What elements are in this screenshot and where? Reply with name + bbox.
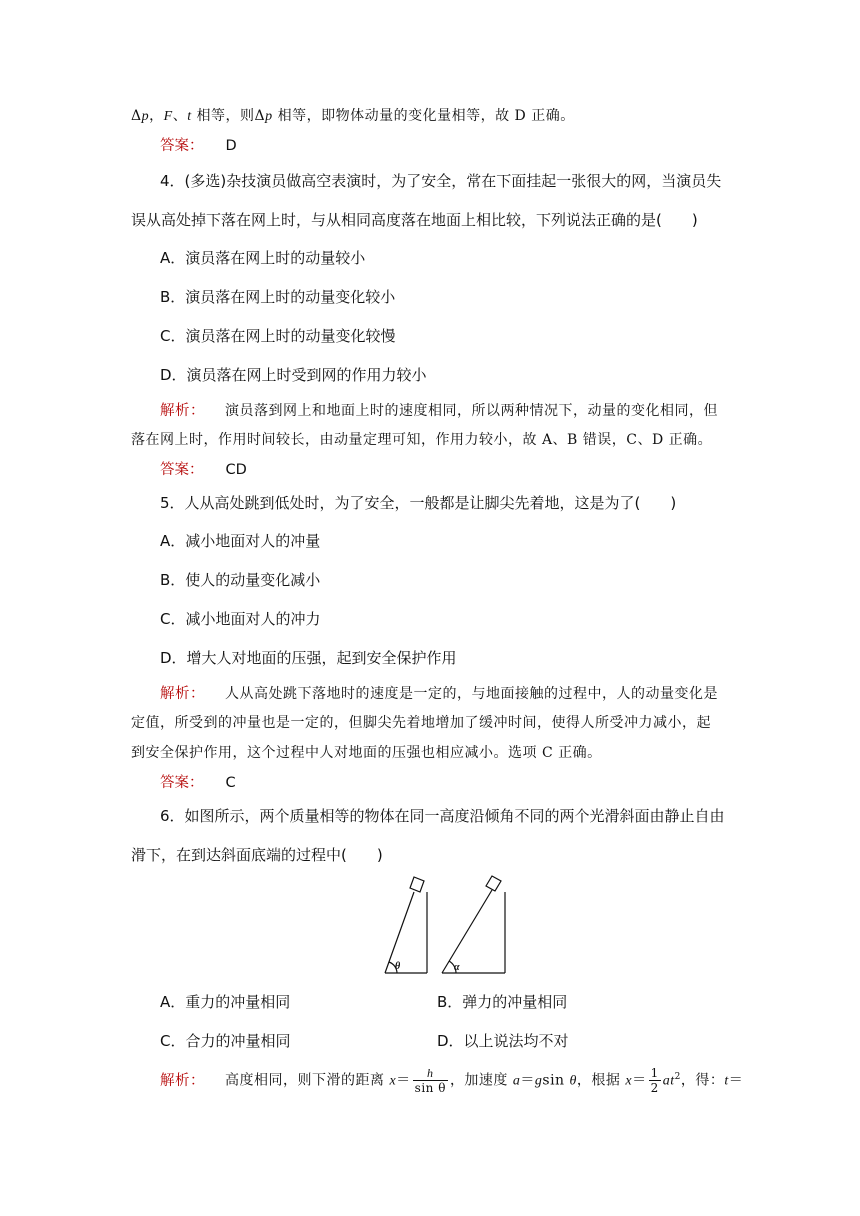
separator: ， [149,108,164,124]
previous-analysis-tail [131,105,575,125]
q6-option-b: B．弹力的冲量相同 [437,993,568,1011]
q5-answer-row [160,771,236,792]
analysis-text: ，根据 [576,1072,626,1089]
answer-label: 答案： [160,138,204,154]
var-x: x [625,1073,633,1089]
analysis-label: 解析： [160,403,205,419]
angle-label-alpha: α [454,962,460,973]
q3-answer-row [160,134,237,155]
q5-analysis-line1 [160,682,718,703]
analysis-text: 高度相同，则下滑的距离 [225,1072,390,1089]
answer-value: D [225,138,237,154]
var-p: p [265,109,273,124]
q6-stem-line1: 6．如图所示，两个质量相等的物体在同一高度沿倾角不同的两个光滑斜面由静止自由 [160,807,725,825]
analysis-label: 解析： [160,686,205,702]
fraction-h-over-sin-theta [413,1066,448,1095]
answer-value: CD [225,462,247,478]
inclined-planes-figure [380,872,510,978]
var-F: F [163,109,173,124]
var-x: x [389,1073,397,1089]
q4-option-b: B．演员落在网上时的动量变化较小 [160,288,396,306]
fraction-denominator: sin θ [414,1081,446,1095]
q6-option-d: D．以上说法均不对 [437,1032,569,1050]
incline-left [385,892,427,973]
analysis-text: 人从高处跳下落地时的速度是一定的，与地面接触的过程中，人的动量变化是 [225,686,718,702]
analysis-label: 解析： [160,1072,205,1089]
fraction-numerator: h [413,1066,448,1081]
q5-analysis-line3: 到安全保护作用，这个过程中人对地面的压强也相应减小。选项 C 正确。 [131,745,602,761]
block-right [486,876,501,891]
var-t: t [187,109,192,124]
delta-symbol: Δ [131,108,142,124]
q6-stem-line2: 滑下，在到达斜面底端的过程中( ) [131,846,383,864]
var-a: a [512,1073,521,1089]
answer-label: 答案： [160,462,204,478]
q5-stem: 5．人从高处跳到低处时，为了安全，一般都是让脚尖先着地，这是为了( ) [160,494,677,512]
q6-analysis-line1 [160,1066,743,1095]
q4-option-d: D．演员落在网上时受到网的作用力较小 [160,366,427,384]
equals-sign: ＝ [396,1072,411,1089]
q4-analysis-line1 [160,399,718,420]
text-segment: 相等，则Δ [191,108,266,124]
q5-option-a: A．减小地面对人的冲量 [160,532,321,550]
q6-option-c: C．合力的冲量相同 [160,1032,291,1050]
q5-option-b: B．使人的动量变化减小 [160,571,321,589]
equals-sign: ＝ [632,1072,647,1089]
sin-text: sin [542,1072,570,1089]
q4-analysis-line2: 落在网上时，作用时间较长，由动量定理可知，作用力较小，故 A、B 错误，C、D 正确。 [131,432,713,448]
q5-option-d: D．增大人对地面的压强，起到安全保护作用 [160,649,457,667]
var-theta: θ [569,1073,577,1089]
exponent: 2 [674,1071,681,1082]
analysis-text: 演员落到网上和地面上时的速度相同，所以两种情况下，动量的变化相同，但 [225,403,718,419]
angle-label-theta: θ [395,961,401,972]
q4-stem-line2: 误从高处掉下落在网上时，与从相同高度落在地面上相比较，下列说法正确的是( ) [131,211,698,229]
q4-answer-row [160,458,247,479]
var-t: t [724,1073,729,1089]
var-p: p [141,109,150,124]
block-left [410,877,424,892]
var-g: g [534,1073,543,1089]
analysis-text: ，得： [680,1072,725,1089]
fraction-denominator: 2 [650,1081,659,1095]
fraction-numerator: 1 [650,1066,659,1080]
q6-option-a: A．重力的冲量相同 [160,993,291,1011]
equals-sign: ＝ [728,1072,744,1089]
answer-label: 答案： [160,775,204,791]
analysis-text: ，加速度 [449,1072,513,1089]
q4-option-a: A．演员落在网上时的动量较小 [160,249,366,267]
text-segment: 相等，即物体动量的变化量相等，故 D 正确。 [272,108,575,124]
fraction-one-half [649,1066,661,1095]
answer-value: C [225,775,236,791]
q4-option-c: C．演员落在网上时的动量变化较慢 [160,327,396,345]
separator: 、 [172,108,188,124]
q5-option-c: C．减小地面对人的冲力 [160,610,321,628]
incline-right [442,890,505,973]
q4-stem-line1: 4．(多选)杂技演员做高空表演时，为了安全，常在下面挂起一张很大的网，当演员失 [160,172,722,190]
q5-analysis-line2: 定值，所受到的冲量也是一定的，但脚尖先着地增加了缓冲时间，使得人所受冲力减小，起 [131,715,711,731]
var-at: at [662,1073,675,1089]
equals-sign: ＝ [520,1072,535,1089]
